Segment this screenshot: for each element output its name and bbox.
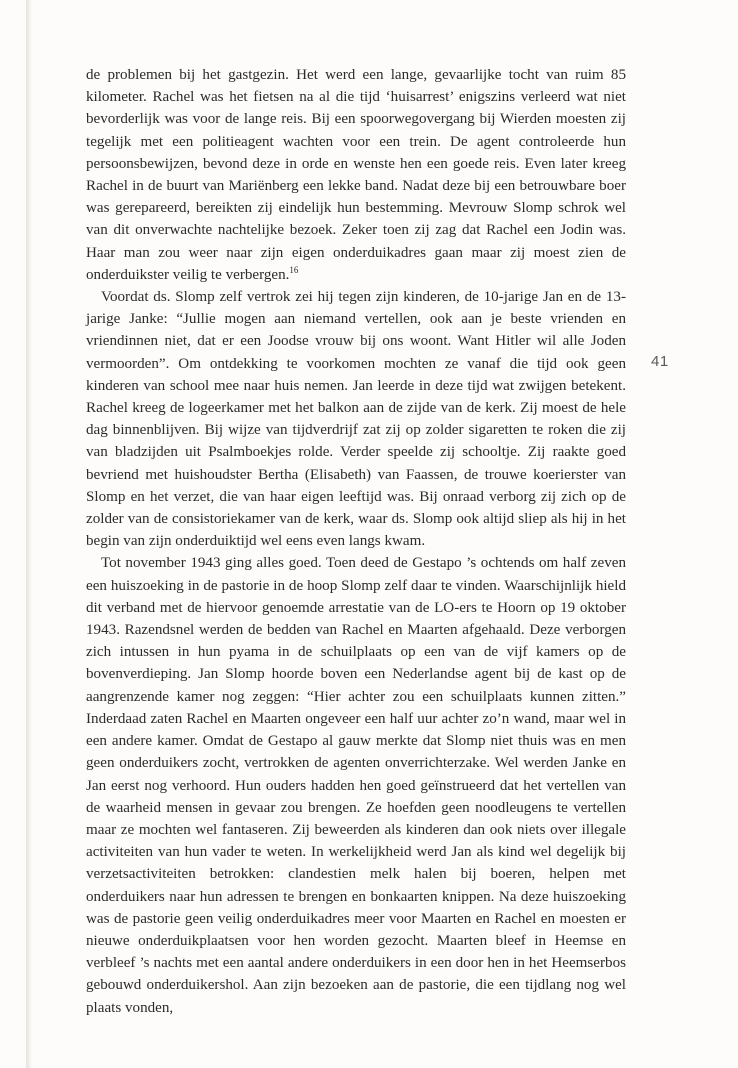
page-spine-shadow — [26, 0, 32, 1068]
paragraph-1 — [86, 64, 626, 286]
paragraph-1-text: de problemen bij het gastgezin. Het werd een lange, gevaarlijke tocht van ruim 85 kilometer. Rachel was het fietsen na al die tijd ‘huisarrest’ enigszins verleerd wat niet bevorderlijk was voor de lange reis. Bij een spoorwegovergang bij Wierden moesten zij tegelijk met een politieagent wachten voor een trein. De agent controleerde hun persoonsbewijzen, bevond deze in orde en wenste hen een goede reis. Even later kreeg Rachel in de buurt van Mariënberg een lekke band. Nadat deze bij een betrouwbare boer was gerepareerd, bereikten zij eindelijk hun bestemming. Mevrouw Slomp schrok wel van dit onverwachte nachtelijke bezoek. Zeker toen zij zag dat Rachel een Jodin was. Haar man zou weer naar zijn eigen onderduikadres gaan maar zij moest zien de onderduikster veilig te verbergen. — [86, 67, 626, 283]
paragraph-2: Voordat ds. Slomp zelf vertrok zei hij tegen zijn kinderen, de 10-jarige Jan en de 13-jarige Janke: “Jullie mogen aan niemand vertellen, ook aan je beste vrienden en vriendinnen niet, dat er een Joodse vrouw bij ons woont. Want Hitler wil alle Joden vermoorden”. Om ontdekking te voorkomen mochten ze vanaf die tijd ook geen kinderen van school mee naar huis nemen. Jan leerde in deze tijd wat zwijgen betekent. Rachel kreeg de logeerkamer met het balkon aan de zijde van de kerk. Zij moest de hele dag binnenblijven. Bij wijze van tijdverdrijf zat zij op zolder sigaretten te roken die zij van bladzijden uit Psalmboekjes rolde. Verder speelde zij schooltje. Zij raakte goed bevriend met huishoudster Bertha (Elisabeth) van Faassen, de trouwe koerierster van Slomp en het verzet, die van haar eigen leeftijd was. Bij onraad verborg zij zich op de zolder van de consistoriekamer van de kerk, waar ds. Slomp ook altijd sliep als hij in het begin van zijn onderduiktijd wel eens even langs kwam. — [86, 289, 626, 550]
page-number: 41 — [651, 353, 669, 370]
body-text — [86, 64, 626, 1019]
footnote-reference: 16 — [289, 264, 299, 275]
paragraph-3: Tot november 1943 ging alles goed. Toen deed de Gestapo ’s ochtends om half zeven een huiszoeking in de pastorie in de hoop Slomp zelf daar te vinden. Waarschijnlijk hield dit verband met de hiervoor genoemde arrestatie van de LO-ers te Hoorn op 19 oktober 1943. Razendsnel werden de bedden van Rachel en Maarten afgehaald. Deze verborgen zich intussen in hun pyama in de schuilplaats op een van de vijf kamers op de bovenverdieping. Jan Slomp hoorde boven een Nederlandse agent bij de kast op de aangrenzende kamer nog zeggen: “Hier achter zou een schuilplaats kunnen zitten.” Inderdaad zaten Rachel en Maarten ongeveer een half uur achter zo’n wand, maar wel in een andere kamer. Omdat de Gestapo al gauw merkte dat Slomp niet thuis was en men geen onderduikers zocht, vertrokken de agenten onverrichterzake. Wel werden Janke en Jan eerst nog verhoord. Hun ouders hadden hen goed geïnstrueerd dat het vertellen van de waarheid mensen in gevaar zou brengen. Ze hoefden geen noodleugens te vertellen maar ze mochten wel fantaseren. Zij beweerden als kinderen dan ook niets over illegale activiteiten van hun vader te weten. In werkelijkheid werd Jan als kind wel degelijk bij verzetsactiviteiten betrokken: clandestien melk halen bij boeren, helpen met onderduikers naar hun adressen te brengen en bonkaarten knippen. Na deze huiszoeking was de pastorie geen veilig onderduikadres meer voor Maarten en Rachel en moesten er nieuwe onderduikplaatsen voor hen worden gezocht. Maarten bleef in Heemse en verbleef ’s nachts met een aantal andere onderduikers in een door hen in het Heemserbos gebouwd onderduikershol. Aan zijn bezoeken aan de pastorie, die een tijdlang nog wel plaats vonden, — [86, 555, 626, 1016]
